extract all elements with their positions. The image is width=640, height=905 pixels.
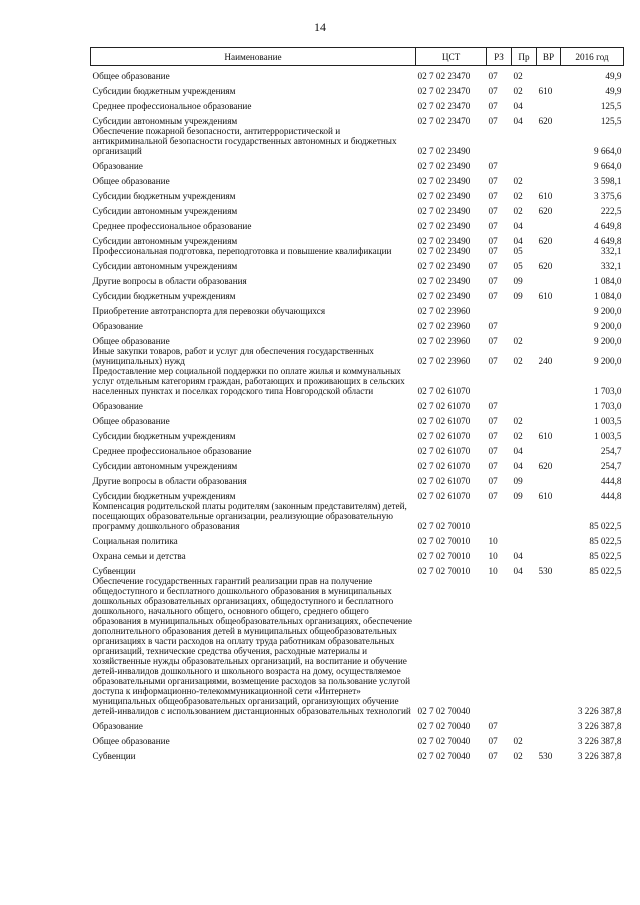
cell-rz: 07	[488, 461, 498, 471]
cell-cst: 02 7 02 23490	[417, 276, 471, 286]
cell-cst: 02 7 02 23490	[417, 191, 471, 201]
cell-name: Общее образование	[92, 736, 170, 746]
table-row	[91, 411, 624, 426]
table-row	[91, 156, 624, 171]
cell-amount: 4 649,8	[593, 221, 622, 231]
cell-cst: 02 7 02 61070	[417, 416, 471, 426]
cell-name: Обеспечение пожарной безопасности, антитеррористической и антикриминальной безопасности государственных автономных и бюджетных организаций	[92, 126, 397, 156]
cell-cst: 02 7 02 23960	[417, 321, 471, 331]
cell-rz: 07	[488, 416, 498, 426]
cell-amount: 125,5	[600, 101, 622, 111]
table-row	[91, 731, 624, 746]
cell-rz	[487, 501, 512, 531]
cell-rz: 10	[488, 551, 498, 561]
cell-rz: 07	[488, 336, 498, 346]
cell-amount: 85 022,5	[589, 536, 622, 546]
cell-pr: 09	[513, 491, 523, 501]
cell-vr	[537, 246, 561, 256]
table-row	[91, 111, 624, 126]
cell-amount: 444,8	[600, 476, 622, 486]
cell-cst: 02 7 02 23490	[417, 206, 471, 216]
cell-rz: 10	[488, 536, 498, 546]
cell-vr: 610	[538, 431, 553, 441]
cell-pr	[512, 126, 537, 156]
cell-pr: 02	[513, 431, 523, 441]
cell-amount: 1 703,0	[593, 386, 622, 396]
table-row	[91, 441, 624, 456]
cell-name: Общее образование	[92, 176, 170, 186]
table-row	[91, 471, 624, 486]
cell-vr	[537, 126, 561, 156]
table-row	[91, 216, 624, 231]
cell-amount: 254,7	[600, 446, 622, 456]
cell-vr: 610	[538, 191, 553, 201]
cell-pr	[512, 156, 537, 171]
cell-rz: 07	[488, 476, 498, 486]
cell-rz: 07	[488, 276, 498, 286]
cell-pr: 02	[513, 191, 523, 201]
cell-amount: 9 200,0	[593, 321, 622, 331]
cell-cst: 02 7 02 23960	[417, 306, 471, 316]
cell-name: Субсидии бюджетным учреждениям	[92, 291, 236, 301]
cell-name: Среднее профессиональное образование	[92, 101, 252, 111]
cell-amount: 3 226 387,8	[577, 736, 622, 746]
cell-name: Субсидии бюджетным учреждениям	[92, 86, 236, 96]
table-row	[91, 126, 624, 156]
cell-name: Охрана семьи и детства	[92, 551, 186, 561]
cell-amount: 332,1	[600, 261, 622, 271]
cell-amount: 85 022,5	[589, 566, 622, 576]
cell-cst: 02 7 02 61070	[417, 431, 471, 441]
cell-cst: 02 7 02 70040	[417, 706, 471, 716]
cell-pr: 04	[513, 566, 523, 576]
cell-pr: 02	[513, 736, 523, 746]
cell-amount: 1 084,0	[593, 276, 622, 286]
cell-cst: 02 7 02 23470	[417, 116, 471, 126]
cell-amount: 1 703,0	[593, 401, 622, 411]
cell-name: Профессиональная подготовка, переподготовка и повышение квалификации	[92, 246, 392, 256]
cell-amount: 85 022,5	[589, 551, 622, 561]
cell-vr	[537, 731, 561, 746]
cell-amount: 1 003,5	[593, 416, 622, 426]
cell-cst: 02 7 02 70040	[417, 751, 471, 761]
table-header	[91, 48, 624, 66]
table-row	[91, 301, 624, 316]
table-row	[91, 186, 624, 201]
cell-rz: 07	[488, 71, 498, 81]
cell-cst: 02 7 02 61070	[417, 491, 471, 501]
cell-amount: 9 200,0	[593, 336, 622, 346]
cell-pr	[512, 396, 537, 411]
cell-amount: 85 022,5	[589, 521, 622, 531]
cell-rz: 10	[488, 566, 498, 576]
cell-vr: 620	[538, 116, 553, 126]
table-row	[91, 746, 624, 761]
cell-vr	[537, 471, 561, 486]
table-row	[91, 346, 624, 366]
cell-amount: 254,7	[600, 461, 622, 471]
cell-rz	[487, 301, 512, 316]
cell-vr	[537, 576, 561, 716]
cell-rz: 07	[488, 221, 498, 231]
cell-rz: 07	[488, 86, 498, 96]
cell-amount: 1 084,0	[593, 291, 622, 301]
table-row	[91, 576, 624, 716]
cell-name: Образование	[92, 161, 143, 171]
table-row	[91, 426, 624, 441]
cell-name: Другие вопросы в области образования	[92, 476, 247, 486]
cell-cst: 02 7 02 23470	[417, 71, 471, 81]
cell-cst: 02 7 02 61070	[417, 446, 471, 456]
cell-cst: 02 7 02 23960	[417, 336, 471, 346]
table-row	[91, 366, 624, 396]
cell-pr: 04	[513, 236, 523, 246]
cell-vr: 620	[538, 261, 553, 271]
cell-name: Общее образование	[92, 336, 170, 346]
cell-name: Другие вопросы в области образования	[92, 276, 247, 286]
table-row	[91, 171, 624, 186]
cell-name: Субсидии бюджетным учреждениям	[92, 491, 236, 501]
table-row	[91, 316, 624, 331]
header-row	[91, 48, 624, 66]
cell-pr	[512, 366, 537, 396]
cell-cst: 02 7 02 23470	[417, 101, 471, 111]
cell-rz: 07	[488, 116, 498, 126]
cell-pr: 02	[513, 86, 523, 96]
table-row	[91, 531, 624, 546]
cell-vr	[537, 66, 561, 82]
cell-vr: 610	[538, 291, 553, 301]
cell-vr: 620	[538, 206, 553, 216]
cell-pr	[512, 576, 537, 716]
budget-table	[90, 47, 624, 761]
cell-amount: 222,5	[600, 206, 622, 216]
cell-rz: 07	[488, 751, 498, 761]
cell-amount: 49,9	[605, 86, 622, 96]
cell-pr: 09	[513, 291, 523, 301]
cell-pr: 04	[513, 446, 523, 456]
cell-cst: 02 7 02 23490	[417, 291, 471, 301]
header-name: Наименование	[91, 48, 416, 66]
cell-amount: 9 200,0	[593, 356, 622, 366]
cell-amount: 3 226 387,8	[577, 706, 622, 716]
cell-vr	[537, 531, 561, 546]
cell-pr: 02	[513, 206, 523, 216]
cell-name: Социальная политика	[92, 536, 178, 546]
cell-vr: 240	[538, 356, 553, 366]
cell-vr: 620	[538, 236, 553, 246]
cell-rz	[487, 576, 512, 716]
cell-pr: 05	[513, 261, 523, 271]
cell-name: Субсидии автономным учреждениям	[92, 116, 238, 126]
cell-cst: 02 7 02 61070	[417, 401, 471, 411]
cell-cst: 02 7 02 61070	[417, 461, 471, 471]
cell-cst: 02 7 02 23490	[417, 246, 471, 256]
table-row	[91, 331, 624, 346]
cell-vr	[537, 301, 561, 316]
cell-cst: 02 7 02 61070	[417, 386, 471, 396]
table-body	[91, 66, 624, 762]
page-number: 14	[314, 20, 326, 34]
cell-cst: 02 7 02 70010	[417, 536, 471, 546]
cell-name: Образование	[92, 721, 143, 731]
cell-amount: 444,8	[600, 491, 622, 501]
cell-pr: 04	[513, 221, 523, 231]
cell-rz: 07	[488, 206, 498, 216]
header-vr: ВР	[537, 48, 561, 66]
cell-pr: 02	[513, 336, 523, 346]
header-cst: ЦСТ	[416, 48, 487, 66]
cell-rz: 07	[488, 321, 498, 331]
cell-name: Субсидии бюджетным учреждениям	[92, 431, 236, 441]
table-row	[91, 396, 624, 411]
cell-name: Среднее профессиональное образование	[92, 221, 252, 231]
cell-vr	[537, 366, 561, 396]
table-row	[91, 286, 624, 301]
cell-amount: 3 375,6	[593, 191, 622, 201]
cell-pr: 04	[513, 551, 523, 561]
cell-rz: 07	[488, 446, 498, 456]
cell-name: Субсидии бюджетным учреждениям	[92, 191, 236, 201]
cell-pr: 04	[513, 116, 523, 126]
table-row	[91, 271, 624, 286]
cell-amount: 49,9	[605, 71, 622, 81]
cell-pr	[512, 716, 537, 731]
cell-cst: 02 7 02 23960	[417, 356, 471, 366]
cell-rz: 07	[488, 101, 498, 111]
header-amount: 2016 год	[561, 48, 624, 66]
cell-pr: 02	[513, 71, 523, 81]
cell-name: Обеспечение государственных гарантий реализации прав на получение общедоступного и бесплатного дошкольного образования в муниципальных дошкольных образовательных организациях, общедоступного и бесплатного дошкольного, начального общего, основного общего, среднего общего образования в муниципальных общеобразовательных организациях, обеспечение дополнительного образования детей в муниципальных общеобразовательных организациях в части расходов на оплату труда работникам образовательных организаций, технические средства обучения, расходные материалы и хозяйственные нужды образовательных организаций, на воспитание и обучение детей-инвалидов дошкольного и школьного возраста на дому, осуществляемое образовательными организациями, возмещение расходов за пользование услугой доступа к информационно-телекоммуникационной сети «Интернет» муниципальных общеобразовательных организаций, организующих обучение детей-инвалидов с использованием дистанционных образовательных технологий	[92, 576, 412, 716]
cell-amount: 3 226 387,8	[577, 751, 622, 761]
cell-vr	[537, 96, 561, 111]
cell-name: Субсидии автономным учреждениям	[92, 206, 238, 216]
cell-cst: 02 7 02 23490	[417, 176, 471, 186]
cell-name: Предоставление мер социальной поддержки по оплате жилья и коммунальных услуг отдельным категориям граждан, работающих и проживающих в сельских населенных пунктах и поселках городского типа Новгородской области	[92, 366, 405, 396]
cell-pr: 02	[513, 176, 523, 186]
cell-vr	[537, 316, 561, 331]
table-row	[91, 81, 624, 96]
cell-pr: 05	[513, 246, 523, 256]
table-row	[91, 546, 624, 561]
cell-amount: 1 003,5	[593, 431, 622, 441]
cell-pr: 02	[513, 356, 523, 366]
cell-vr	[537, 156, 561, 171]
cell-vr	[537, 501, 561, 531]
cell-pr	[512, 501, 537, 531]
table-row	[91, 96, 624, 111]
cell-vr	[537, 331, 561, 346]
cell-rz	[487, 126, 512, 156]
cell-name: Общее образование	[92, 416, 170, 426]
cell-vr	[537, 216, 561, 231]
cell-cst: 02 7 02 70010	[417, 551, 471, 561]
header-pr: Пр	[512, 48, 537, 66]
table-row	[91, 486, 624, 501]
cell-name: Субсидии автономным учреждениям	[92, 461, 238, 471]
table-row	[91, 716, 624, 731]
cell-vr	[537, 396, 561, 411]
cell-vr	[537, 171, 561, 186]
cell-rz: 07	[488, 161, 498, 171]
cell-rz: 07	[488, 491, 498, 501]
table-row	[91, 231, 624, 246]
cell-pr: 02	[513, 416, 523, 426]
cell-amount: 9 664,0	[593, 146, 622, 156]
cell-amount: 9 664,0	[593, 161, 622, 171]
cell-pr: 09	[513, 476, 523, 486]
cell-rz: 07	[488, 191, 498, 201]
table-row	[91, 456, 624, 471]
cell-cst: 02 7 02 70040	[417, 736, 471, 746]
cell-cst: 02 7 02 70040	[417, 721, 471, 731]
cell-cst: 02 7 02 23490	[417, 261, 471, 271]
table-row	[91, 561, 624, 576]
cell-name: Среднее профессиональное образование	[92, 446, 252, 456]
cell-name: Приобретение автотранспорта для перевозки обучающихся	[92, 306, 326, 316]
cell-amount: 332,1	[600, 246, 622, 256]
cell-rz: 07	[488, 176, 498, 186]
cell-pr: 09	[513, 276, 523, 286]
cell-vr	[537, 441, 561, 456]
cell-rz: 07	[488, 721, 498, 731]
cell-pr: 04	[513, 101, 523, 111]
cell-pr	[512, 301, 537, 316]
cell-cst: 02 7 02 61070	[417, 476, 471, 486]
cell-cst: 02 7 02 23490	[417, 161, 471, 171]
table-row	[91, 256, 624, 271]
cell-pr: 04	[513, 461, 523, 471]
cell-name: Общее образование	[92, 71, 170, 81]
cell-name: Субвенции	[92, 566, 136, 576]
cell-amount: 3 598,1	[593, 176, 622, 186]
cell-name: Субсидии автономным учреждениям	[92, 261, 238, 271]
cell-vr	[537, 411, 561, 426]
cell-rz: 07	[488, 246, 498, 256]
cell-amount: 4 649,8	[593, 236, 622, 246]
cell-vr: 610	[538, 491, 553, 501]
cell-amount: 125,5	[600, 116, 622, 126]
cell-rz: 07	[488, 431, 498, 441]
cell-cst: 02 7 02 23490	[417, 146, 471, 156]
cell-name: Образование	[92, 401, 143, 411]
cell-rz: 07	[488, 736, 498, 746]
cell-pr: 02	[513, 751, 523, 761]
table-row	[91, 66, 624, 82]
cell-rz: 07	[488, 236, 498, 246]
cell-rz: 07	[488, 401, 498, 411]
cell-cst: 02 7 02 70010	[417, 566, 471, 576]
cell-vr: 530	[538, 751, 553, 761]
cell-vr	[537, 271, 561, 286]
cell-rz: 07	[488, 261, 498, 271]
cell-amount: 9 200,0	[593, 306, 622, 316]
cell-name: Субсидии автономным учреждениям	[92, 236, 238, 246]
cell-rz: 07	[488, 356, 498, 366]
cell-name: Образование	[92, 321, 143, 331]
cell-cst: 02 7 02 23470	[417, 86, 471, 96]
cell-vr: 530	[538, 566, 553, 576]
cell-rz: 07	[488, 291, 498, 301]
cell-cst: 02 7 02 70010	[417, 521, 471, 531]
cell-name: Иные закупки товаров, работ и услуг для обеспечения государственных (муниципальных) нужд	[92, 346, 374, 366]
cell-amount: 3 226 387,8	[577, 721, 622, 731]
table-row	[91, 246, 624, 256]
cell-name: Субвенции	[92, 751, 136, 761]
table-row	[91, 201, 624, 216]
cell-cst: 02 7 02 23490	[417, 221, 471, 231]
cell-pr	[512, 531, 537, 546]
cell-cst: 02 7 02 23490	[417, 236, 471, 246]
cell-vr: 610	[538, 86, 553, 96]
cell-pr	[512, 316, 537, 331]
cell-vr	[537, 546, 561, 561]
table-row	[91, 501, 624, 531]
cell-name: Компенсация родительской платы родителям (законным представителям) детей, посещающих образовательные организации, реализующие образовательную программу дошкольного образования	[92, 501, 407, 531]
cell-rz	[487, 366, 512, 396]
header-rz: РЗ	[487, 48, 512, 66]
cell-vr	[537, 716, 561, 731]
cell-vr: 620	[538, 461, 553, 471]
